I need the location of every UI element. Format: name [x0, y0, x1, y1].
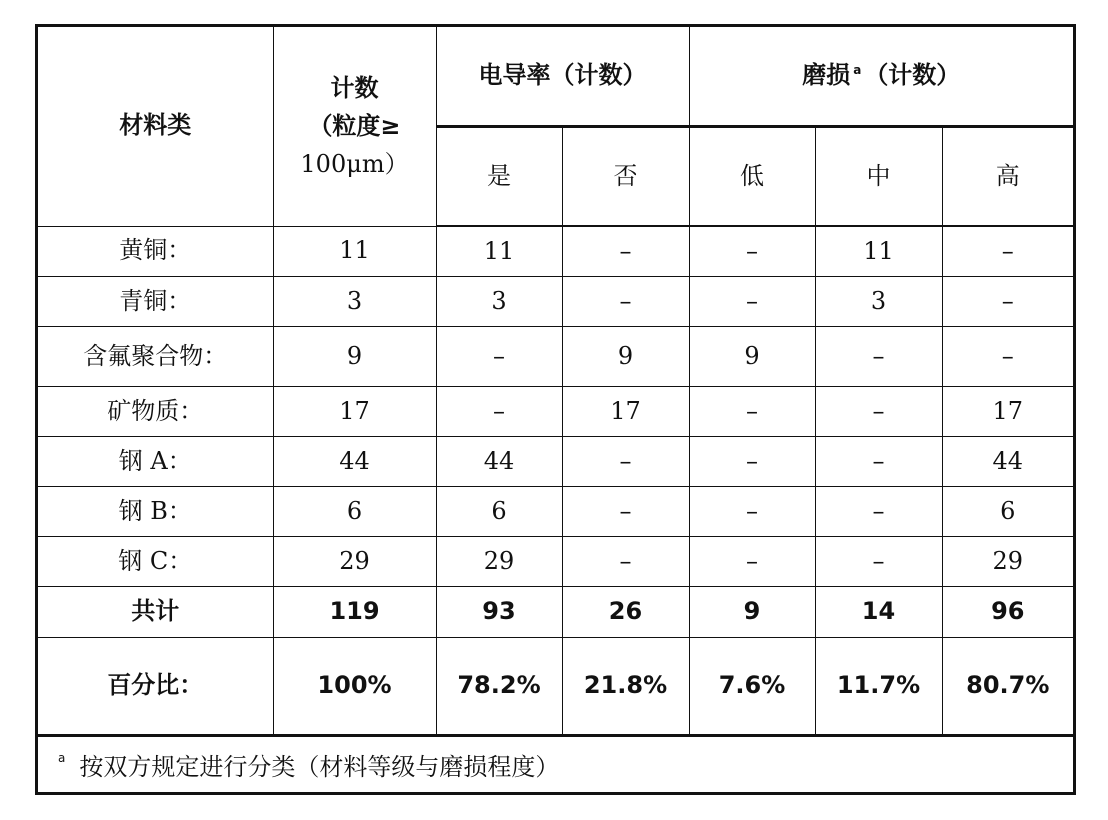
- footnote-marker: a: [58, 751, 66, 765]
- cell-low: –: [689, 387, 815, 437]
- cell-count: 29: [273, 537, 436, 587]
- header-count: [273, 27, 436, 226]
- cell-low: –: [689, 537, 815, 587]
- table-frame: [35, 24, 1076, 795]
- cell-count: 17: [273, 387, 436, 437]
- cell-yes: 44: [436, 437, 562, 487]
- data-table: [38, 27, 1073, 737]
- total-yes: 93: [436, 587, 562, 638]
- cell-mid: –: [815, 327, 942, 387]
- cell-yes: –: [436, 387, 562, 437]
- total-mid: 14: [815, 587, 942, 638]
- cell-no: –: [562, 226, 689, 277]
- cell-material: 青铜：: [38, 277, 273, 327]
- table-row: [38, 487, 1073, 537]
- total-count: 119: [273, 587, 436, 638]
- percent-count: 100%: [273, 638, 436, 736]
- total-high: 96: [942, 587, 1073, 638]
- cell-material: 矿物质：: [38, 387, 273, 437]
- cell-high: 17: [942, 387, 1073, 437]
- header-conductivity-no: 否: [562, 127, 689, 227]
- footnote: [38, 737, 1073, 791]
- table-row: [38, 226, 1073, 277]
- cell-material: 钢 C：: [38, 537, 273, 587]
- cell-mid: 3: [815, 277, 942, 327]
- total-no: 26: [562, 587, 689, 638]
- cell-low: –: [689, 277, 815, 327]
- cell-no: –: [562, 277, 689, 327]
- header-conductivity: 电导率（计数）: [436, 27, 689, 127]
- cell-high: –: [942, 327, 1073, 387]
- cell-high: –: [942, 226, 1073, 277]
- cell-mid: –: [815, 387, 942, 437]
- cell-count: 3: [273, 277, 436, 327]
- cell-mid: –: [815, 537, 942, 587]
- cell-material: 钢 A：: [38, 437, 273, 487]
- cell-yes: 6: [436, 487, 562, 537]
- percent-mid: 11.7%: [815, 638, 942, 736]
- cell-yes: –: [436, 327, 562, 387]
- header-conductivity-yes: 是: [436, 127, 562, 227]
- total-row: [38, 587, 1073, 638]
- header-count-line-2: （粒度≥: [308, 112, 401, 141]
- footnote-text: 按双方规定进行分类（材料等级与磨损程度）: [79, 752, 560, 781]
- table-row: [38, 437, 1073, 487]
- cell-high: –: [942, 277, 1073, 327]
- cell-material: 含氟聚合物：: [38, 327, 273, 387]
- header-wear-mid: 中: [815, 127, 942, 227]
- header-wear-low: 低: [689, 127, 815, 227]
- cell-count: 9: [273, 327, 436, 387]
- total-low: 9: [689, 587, 815, 638]
- cell-yes: 29: [436, 537, 562, 587]
- cell-mid: –: [815, 487, 942, 537]
- cell-count: 11: [273, 226, 436, 277]
- cell-material: 钢 B：: [38, 487, 273, 537]
- header-wear-high: 高: [942, 127, 1073, 227]
- cell-mid: –: [815, 437, 942, 487]
- percent-no: 21.8%: [562, 638, 689, 736]
- percent-row: [38, 638, 1073, 736]
- table-row: [38, 537, 1073, 587]
- cell-no: 9: [562, 327, 689, 387]
- cell-no: –: [562, 537, 689, 587]
- table-row: [38, 277, 1073, 327]
- cell-mid: 11: [815, 226, 942, 277]
- header-wear: 磨损 $^a$ （计数）: [689, 27, 1073, 127]
- cell-low: –: [689, 487, 815, 537]
- cell-no: –: [562, 437, 689, 487]
- cell-low: –: [689, 226, 815, 277]
- cell-high: 29: [942, 537, 1073, 587]
- cell-yes: 11: [436, 226, 562, 277]
- header-count-line-1: 计数: [330, 73, 379, 102]
- total-label: 共计: [38, 587, 273, 638]
- cell-low: –: [689, 437, 815, 487]
- cell-yes: 3: [436, 277, 562, 327]
- percent-high: 80.7%: [942, 638, 1073, 736]
- cell-count: 44: [273, 437, 436, 487]
- table-row: [38, 387, 1073, 437]
- percent-yes: 78.2%: [436, 638, 562, 736]
- cell-count: 6: [273, 487, 436, 537]
- table-row: [38, 327, 1073, 387]
- footnote-ref-a: a: [853, 63, 862, 78]
- percent-label: 百分比：: [38, 638, 273, 736]
- header-material: 材料类: [38, 27, 273, 226]
- cell-high: 44: [942, 437, 1073, 487]
- percent-low: 7.6%: [689, 638, 815, 736]
- header-count-line-3: 100μm）: [300, 150, 409, 179]
- cell-no: 17: [562, 387, 689, 437]
- cell-low: 9: [689, 327, 815, 387]
- cell-material: 黄铜：: [38, 226, 273, 277]
- cell-high: 6: [942, 487, 1073, 537]
- cell-no: –: [562, 487, 689, 537]
